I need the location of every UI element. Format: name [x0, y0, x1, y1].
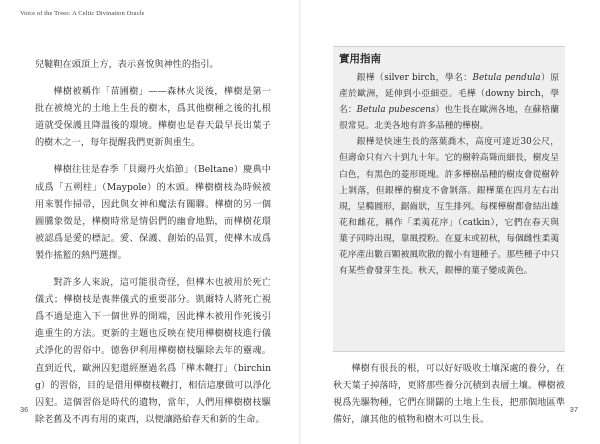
box-title: 實用指南 — [339, 53, 381, 65]
latin-name: Betula pubescens — [356, 105, 436, 116]
page-number-right: 37 — [569, 405, 578, 414]
paragraph: 樺樹被稱作「苗圃樹」——森林火災後，樺樹是第一批在被燒光的土地上生長的樹木，爲其他樹種之後的扎根道就受保護且降溫後的環境。樺樹也是春天最早長出葉子的樹木之一，每年提醒我們更新與重生。 — [35, 86, 271, 149]
page-number-left: 36 — [20, 405, 29, 414]
box-paragraph — [339, 70, 559, 134]
paragraph: 兒韃靼在頭頂上方，表示喜悅與神性的指引。 — [35, 59, 219, 70]
box-text — [339, 70, 559, 279]
left-body-text — [35, 56, 271, 438]
text-span: 銀樺（silver birch，學名： — [356, 73, 473, 83]
box-paragraph: 銀樺是快速生長的落葉喬木，高度可達近30公尺，但壽命只有六十到九十年。它的樹幹高聳而細長，樹皮呈白色，有黑色的菱形斑塊。許多樺樹品種的樹皮會從樹幹上剝落，但銀樺的樹皮不會剝落。銀樺葉在四月左右出現，呈橢圓形，鋸齒狀，互生排列。每棵樺樹都會結出雄花和雌花，稱作「柔荑花序」（catkin），它們在春天與葉子同時出現，靠風授粉。在夏末或初秋，每個雌性柔荑花序產出數百顆被風吹散的微小有翅種子。那些種子中只有某些會發芽生長。秋天，銀樺的葉子變成黃色。 — [339, 137, 559, 277]
right-body-text — [333, 360, 565, 428]
latin-name: Betula pendula — [472, 73, 541, 83]
paragraph: 樺樹往往是春季「貝爾丹火焰節」（Beltane）慶典中成爲「五朔柱」（Maypole）的木頭。樺樹樹枝為時候被用來製作掃帚，因此與女神和魔法有關聯。樺樹的另一個圖騰象徵是，樺樹時常是情侶們的幽會地點，而樺樹花環被認爲是愛的標記。愛、保護、創始的品質，使樺木成爲製作搖籃的熱門選擇。 — [35, 164, 271, 261]
running-head: Voice of the Trees: A Celtic Divination Oracle — [20, 10, 145, 17]
practical-guide-box — [333, 46, 565, 352]
paragraph: 對許多人來說，這可能很奇怪，但樺木也被用於死亡儀式；樺樹枝是喪葬儀式的重要部分。凱爾特人將死亡視爲不過是進入下一個世界的開端，因此樺木被用作死後引進重生的方法。更新的主題也反映在使用樺樹樹枝進行儀式淨化的習俗中。德魯伊利用樺樹樹枝驅除去年的靈魂。直到近代，歐洲囚犯還經歷過名爲「樺木鞭打」（birching）的習俗，目的是借用樺樹枝鞭打，相信這麼做可以淨化囚犯。這個習俗是時代的遺物，當年，人們用樺樹樹枝驅除老舊及不再有用的東西，以便讓路給春天和新的生命。 — [35, 277, 271, 425]
text-span: ）原產於歐洲，延伸到小亞細亞。毛樺（downy birch，學名： — [339, 73, 559, 116]
text-span: ）也生長在歐洲各地，在蘇格蘭很常見。北美各地有許多品種的樺樹。 — [339, 105, 559, 132]
paragraph: 樺樹有很長的根，可以好好吸收土壤深處的養分，在秋天葉子掉落時，更將那些養分沉積到表層土壤。樺樹被視爲先驅物種，它們在開闢的土地上生長，把那個地區準備好，讓其他的植物和樹木可以生長。 — [333, 363, 565, 426]
